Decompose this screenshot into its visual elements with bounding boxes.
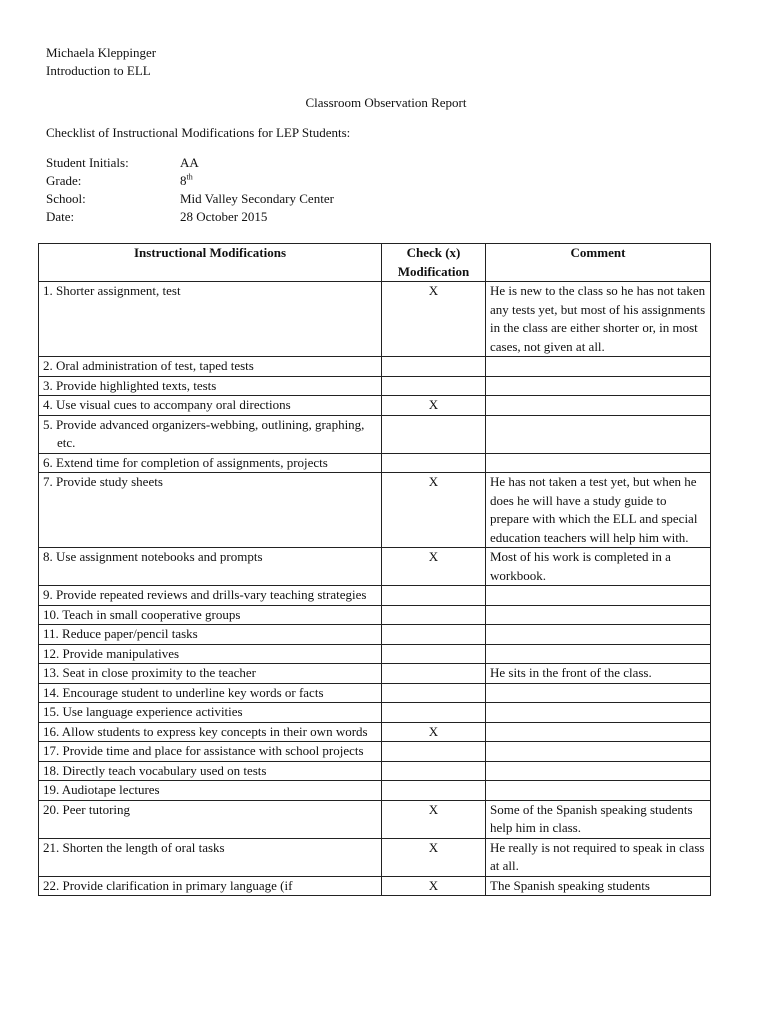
comment-cell: Some of the Spanish speaking students help him in class. bbox=[486, 800, 711, 838]
check-cell: X bbox=[382, 282, 486, 357]
table-header-row bbox=[39, 244, 711, 282]
comment-cell bbox=[486, 625, 711, 645]
comment-cell bbox=[486, 376, 711, 396]
modification-cell bbox=[39, 625, 382, 645]
modification-cell bbox=[39, 548, 382, 586]
modification-text: 8. Use assignment notebooks and prompts bbox=[43, 549, 263, 564]
modification-cell bbox=[39, 664, 382, 684]
modification-cell bbox=[39, 453, 382, 473]
report-title: Classroom Observation Report bbox=[305, 95, 467, 110]
table-row bbox=[39, 282, 711, 357]
info-value-text: 28 October 2015 bbox=[180, 209, 268, 224]
check-cell bbox=[382, 742, 486, 762]
table-row bbox=[39, 586, 711, 606]
modification-cell bbox=[39, 781, 382, 801]
modification-text: 16. Allow students to express key concepts in their own words bbox=[43, 723, 368, 739]
author-name: Michaela Kleppinger bbox=[46, 45, 157, 60]
modification-text: 5. Provide advanced organizers-webbing, outlining, graphing, etc. bbox=[43, 416, 365, 450]
table-row bbox=[39, 473, 711, 548]
modification-cell bbox=[39, 282, 382, 357]
modification-text: 17. Provide time and place for assistance with school projects bbox=[43, 743, 364, 758]
comment-cell bbox=[486, 357, 711, 377]
modification-text: 1. Shorter assignment, test bbox=[43, 283, 181, 298]
modification-cell bbox=[39, 473, 382, 548]
modification-text: 14. Encourage student to underline key words or facts bbox=[43, 684, 324, 700]
modification-cell bbox=[39, 396, 382, 416]
check-cell: X bbox=[382, 876, 486, 896]
check-cell: X bbox=[382, 548, 486, 586]
modification-text: 4. Use visual cues to accompany oral directions bbox=[43, 397, 291, 412]
info-value-text: 8 bbox=[180, 173, 187, 188]
modification-text: 11. Reduce paper/pencil tasks bbox=[43, 626, 198, 641]
modification-text: 2. Oral administration of test, taped tests bbox=[43, 358, 254, 373]
info-label: Student Initials: bbox=[46, 155, 129, 170]
comment-cell bbox=[486, 781, 711, 801]
table-row bbox=[39, 722, 711, 742]
table-row bbox=[39, 415, 711, 453]
info-row bbox=[46, 208, 726, 226]
document-page bbox=[46, 44, 726, 226]
check-cell: X bbox=[382, 396, 486, 416]
header-modification: Instructional Modifications bbox=[39, 244, 382, 282]
modification-cell bbox=[39, 761, 382, 781]
table-row bbox=[39, 357, 711, 377]
modification-text: 3. Provide highlighted texts, tests bbox=[43, 377, 217, 393]
table-row bbox=[39, 800, 711, 838]
modification-cell bbox=[39, 586, 382, 606]
check-cell bbox=[382, 664, 486, 684]
modification-cell bbox=[39, 376, 382, 396]
modification-cell bbox=[39, 876, 382, 896]
modification-cell bbox=[39, 644, 382, 664]
info-value bbox=[180, 208, 267, 226]
modification-cell bbox=[39, 683, 382, 703]
check-cell bbox=[382, 761, 486, 781]
info-row bbox=[46, 154, 726, 172]
modification-cell bbox=[39, 800, 382, 838]
modification-cell bbox=[39, 357, 382, 377]
modification-text: 13. Seat in close proximity to the teacher bbox=[43, 665, 256, 680]
modification-text: 18. Directly teach vocabulary used on tests bbox=[43, 762, 267, 778]
comment-cell bbox=[486, 761, 711, 781]
modification-cell bbox=[39, 742, 382, 762]
table-row bbox=[39, 644, 711, 664]
modification-cell bbox=[39, 605, 382, 625]
check-cell: X bbox=[382, 722, 486, 742]
modification-cell bbox=[39, 722, 382, 742]
table-row bbox=[39, 781, 711, 801]
comment-cell bbox=[486, 742, 711, 762]
comment-cell: The Spanish speaking students bbox=[486, 876, 711, 896]
course-name: Introduction to ELL bbox=[46, 63, 151, 78]
modification-text: 7. Provide study sheets bbox=[43, 474, 163, 489]
check-cell: X bbox=[382, 838, 486, 876]
comment-cell bbox=[486, 703, 711, 723]
check-cell bbox=[382, 625, 486, 645]
info-value-superscript: th bbox=[186, 172, 193, 182]
header-check bbox=[382, 244, 486, 282]
modification-text: 21. Shorten the length of oral tasks bbox=[43, 839, 225, 855]
table-row bbox=[39, 453, 711, 473]
table-row bbox=[39, 703, 711, 723]
comment-cell bbox=[486, 683, 711, 703]
info-value bbox=[180, 154, 199, 172]
info-row bbox=[46, 190, 726, 208]
check-cell bbox=[382, 683, 486, 703]
check-cell bbox=[382, 781, 486, 801]
check-cell bbox=[382, 453, 486, 473]
comment-cell: He has not taken a test yet, but when he does he will have a study guide to prepare with which the ELL and special education teachers will help him with. bbox=[486, 473, 711, 548]
comment-cell: Most of his work is completed in a workbook. bbox=[486, 548, 711, 586]
modification-text: 6. Extend time for completion of assignments, projects bbox=[43, 454, 328, 470]
table-row bbox=[39, 838, 711, 876]
info-row bbox=[46, 172, 726, 190]
modification-text: 9. Provide repeated reviews and drills-vary teaching strategies bbox=[43, 587, 367, 602]
table-row bbox=[39, 376, 711, 396]
info-label: Grade: bbox=[46, 173, 82, 188]
table-row bbox=[39, 625, 711, 645]
header-check-line1: Check (x) bbox=[406, 245, 461, 260]
modifications-table bbox=[38, 243, 711, 896]
table-row bbox=[39, 683, 711, 703]
info-label: Date: bbox=[46, 209, 75, 224]
info-value bbox=[180, 172, 193, 190]
comment-cell: He really is not required to speak in class at all. bbox=[486, 838, 711, 876]
modification-text: 12. Provide manipulatives bbox=[43, 645, 180, 661]
comment-cell: He sits in the front of the class. bbox=[486, 664, 711, 684]
modification-text: 10. Teach in small cooperative groups bbox=[43, 606, 241, 622]
table-row bbox=[39, 605, 711, 625]
info-value bbox=[180, 190, 334, 208]
comment-cell bbox=[486, 586, 711, 606]
comment-cell bbox=[486, 415, 711, 453]
check-cell: X bbox=[382, 473, 486, 548]
check-cell bbox=[382, 605, 486, 625]
info-value-text: AA bbox=[180, 155, 199, 170]
table-row bbox=[39, 761, 711, 781]
modification-cell bbox=[39, 415, 382, 453]
comment-cell bbox=[486, 605, 711, 625]
info-label: School: bbox=[46, 191, 86, 206]
check-cell bbox=[382, 703, 486, 723]
table-row bbox=[39, 742, 711, 762]
modification-cell bbox=[39, 703, 382, 723]
modification-text: 19. Audiotape lectures bbox=[43, 782, 160, 797]
check-cell: X bbox=[382, 800, 486, 838]
comment-cell bbox=[486, 722, 711, 742]
modification-cell bbox=[39, 838, 382, 876]
table-row bbox=[39, 664, 711, 684]
table-row bbox=[39, 396, 711, 416]
info-value-text: Mid Valley Secondary Center bbox=[180, 191, 334, 206]
comment-cell bbox=[486, 644, 711, 664]
checklist-title: Checklist of Instructional Modifications for LEP Students: bbox=[46, 125, 351, 140]
table-row bbox=[39, 548, 711, 586]
check-cell bbox=[382, 376, 486, 396]
check-cell bbox=[382, 357, 486, 377]
comment-cell: He is new to the class so he has not taken any tests yet, but most of his assignments in the class are either shorter or, in most cases, not given at all. bbox=[486, 282, 711, 357]
modification-text: 20. Peer tutoring bbox=[43, 801, 131, 817]
header-comment: Comment bbox=[486, 244, 711, 282]
table-row bbox=[39, 876, 711, 896]
student-info bbox=[46, 154, 726, 226]
check-cell bbox=[382, 644, 486, 664]
modification-text: 22. Provide clarification in primary language (if bbox=[43, 877, 293, 893]
comment-cell bbox=[486, 396, 711, 416]
check-cell bbox=[382, 415, 486, 453]
comment-cell bbox=[486, 453, 711, 473]
check-cell bbox=[382, 586, 486, 606]
modification-text: 15. Use language experience activities bbox=[43, 704, 243, 719]
header-check-line2: Modification bbox=[397, 263, 470, 279]
